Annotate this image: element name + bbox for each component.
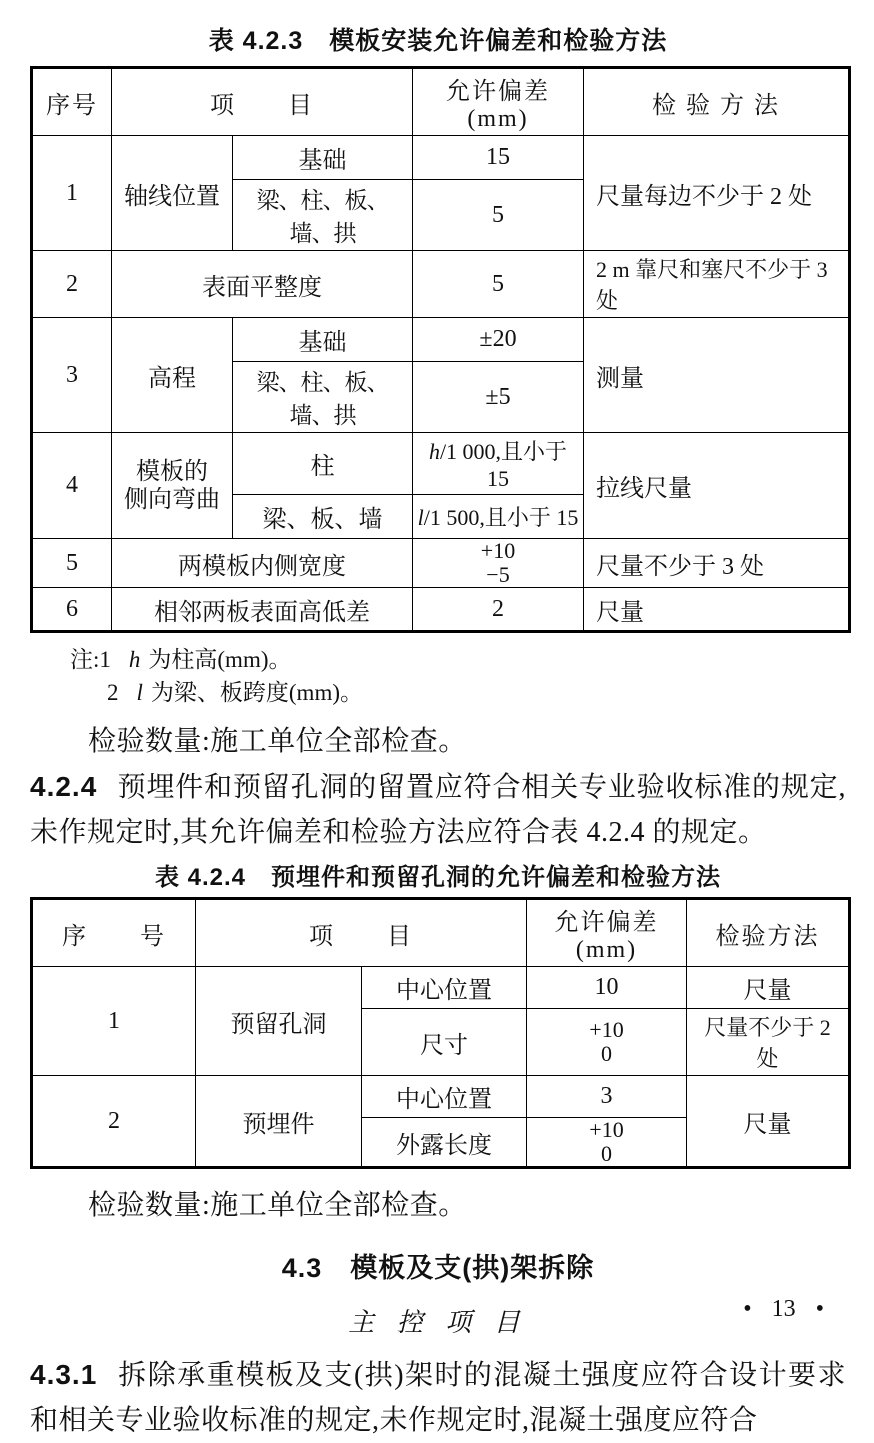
t1-header-no: 序号	[32, 68, 112, 136]
t1-r1-dev1: 15	[413, 136, 584, 180]
t1-r3-method: 测量	[584, 318, 850, 433]
t1-r4-item-line2: 侧向弯曲	[124, 486, 220, 513]
t1-r4-dev2	[413, 495, 584, 539]
note-1-label: 注:1	[70, 647, 111, 672]
note-1-variable: h	[128, 647, 141, 672]
t1-row-4a	[32, 433, 850, 495]
t2-header-item: 项 目	[196, 899, 527, 967]
t2-r2-method: 尺量	[687, 1076, 850, 1168]
check-quantity-1: 检验数量:施工单位全部检查。	[88, 726, 467, 757]
note-2-variable: l	[136, 680, 143, 705]
table-4-2-4-title: 表 4.2.4 预埋件和预留孔洞的允许偏差和检验方法	[154, 864, 722, 891]
note-1	[70, 643, 846, 676]
t1-r2-item: 表面平整度	[112, 251, 413, 318]
t1-header-method: 检 验 方 法	[584, 68, 850, 136]
t1-row-3a	[32, 318, 850, 362]
t1-r4-dev2-variable: l	[417, 505, 424, 530]
t1-r3-no: 3	[32, 318, 112, 433]
t2-r1-sub1: 中心位置	[362, 967, 527, 1009]
t2-r2-item: 预埋件	[196, 1076, 362, 1168]
t1-r3-dev2: ±5	[413, 362, 584, 433]
t1-r1-sub2: 梁、柱、板、墙、拱	[233, 180, 413, 251]
t1-header-row	[32, 68, 850, 136]
t2-r2-sub1: 中心位置	[362, 1076, 527, 1118]
t2-r1-no: 1	[32, 967, 196, 1076]
t1-r4-item	[112, 433, 233, 539]
t1-row-1a	[32, 136, 850, 180]
t2-r1-method2: 尺量不少于 2 处	[687, 1009, 850, 1076]
t1-r4-dev1-variable: h	[428, 439, 440, 464]
table-4-2-3-title: 表 4.2.3 模板安装允许偏差和检验方法	[208, 27, 668, 55]
t1-r5-no: 5	[32, 539, 112, 588]
t1-r4-item-line1: 模板的	[136, 458, 208, 485]
t1-r5-dev	[413, 539, 584, 588]
t1-r2-dev: 5	[413, 251, 584, 318]
t1-r4-no: 4	[32, 433, 112, 539]
t2-r2-dev2-zero: 0	[601, 1141, 612, 1166]
clause-4-2-4-number: 4.2.4	[30, 771, 98, 802]
note-2-text: 为梁、板跨度(mm)。	[150, 680, 363, 705]
t1-r5-item: 两模板内侧宽度	[112, 539, 413, 588]
t2-r1-dev1: 10	[527, 967, 687, 1009]
t1-r1-item: 轴线位置	[112, 136, 233, 251]
table-4-2-3-notes	[70, 643, 846, 709]
t1-r3-item: 高程	[112, 318, 233, 433]
t2-r1-sub2: 尺寸	[362, 1009, 527, 1076]
page-number: • 13 •	[743, 1296, 824, 1322]
t2-header-deviation: 允许偏差(mm)	[527, 899, 687, 967]
t2-r2-dev2-plus: +10	[589, 1117, 624, 1142]
t1-r1-no: 1	[32, 136, 112, 251]
t1-r4-method: 拉线尺量	[584, 433, 850, 539]
t1-r3-sub1: 基础	[233, 318, 413, 362]
t1-r1-sub1: 基础	[233, 136, 413, 180]
t2-header-method: 检验方法	[687, 899, 850, 967]
note-2-number: 2	[107, 680, 119, 705]
t2-r1-dev2-plus: +10	[589, 1017, 624, 1042]
t2-header-row	[32, 899, 850, 967]
t1-r1-method: 尺量每边不少于 2 处	[584, 136, 850, 251]
t2-row-2a	[32, 1076, 850, 1118]
t1-r4-dev2-rest: /1 500,且小于 15	[423, 505, 579, 530]
t2-header-no: 序 号	[32, 899, 196, 967]
t1-r4-dev1-rest: /1 000,且小于 15	[439, 439, 568, 491]
t1-r6-method: 尺量	[584, 588, 850, 632]
t1-r5-method: 尺量不少于 3 处	[584, 539, 850, 588]
t2-r1-method1: 尺量	[687, 967, 850, 1009]
t2-r1-dev2-zero: 0	[601, 1041, 612, 1066]
t2-r2-no: 2	[32, 1076, 196, 1168]
t1-header-deviation: 允许偏差(mm)	[413, 68, 584, 136]
clause-4-3-1-text: 拆除承重模板及支(拱)架时的混凝土强度应符合设计要求和相关专业验收标准的规定,未作规定时,混凝土强度应符合	[30, 1360, 846, 1436]
check-quantity-2: 检验数量:施工单位全部检查。	[88, 1190, 467, 1221]
t1-r2-method: 2 m 靠尺和塞尺不少于 3 处	[584, 251, 850, 318]
t2-r1-dev2	[527, 1009, 687, 1076]
t1-r4-sub2: 梁、板、墙	[233, 495, 413, 539]
t1-r6-dev: 2	[413, 588, 584, 632]
t1-r4-sub1: 柱	[233, 433, 413, 495]
t1-r5-dev-plus: +10	[480, 538, 516, 563]
section-4-3-heading: 4.3 模板及支(拱)架拆除	[281, 1253, 595, 1283]
clause-4-3-1-number: 4.3.1	[30, 1359, 98, 1390]
t1-r6-item: 相邻两板表面高低差	[112, 588, 413, 632]
t1-r4-dev1	[413, 433, 584, 495]
t2-r2-sub2: 外露长度	[362, 1118, 527, 1168]
t1-r5-dev-minus: −5	[486, 562, 510, 587]
t1-row-6	[32, 588, 850, 632]
t1-r1-dev2: 5	[413, 180, 584, 251]
t1-r6-no: 6	[32, 588, 112, 632]
t1-r3-dev1: ±20	[413, 318, 584, 362]
t1-row-2	[32, 251, 850, 318]
t2-row-1a	[32, 967, 850, 1009]
master-control-items-heading: 主 控 项 目	[348, 1308, 528, 1337]
note-2	[70, 676, 846, 709]
clause-4-2-4-text: 预埋件和预留孔洞的留置应符合相关专业验收标准的规定,未作规定时,其允许偏差和检验方法应符合表 4.2.4 的规定。	[30, 772, 846, 848]
t2-r1-item: 预留孔洞	[196, 967, 362, 1076]
clause-4-3-1	[30, 1352, 846, 1443]
t2-r2-dev1: 3	[527, 1076, 687, 1118]
table-4-2-3	[30, 66, 851, 633]
t2-r2-dev2	[527, 1118, 687, 1168]
t1-r3-sub2: 梁、柱、板、墙、拱	[233, 362, 413, 433]
t1-header-item: 项 目	[112, 68, 413, 136]
clause-4-2-4	[30, 764, 846, 855]
note-1-text: 为柱高(mm)。	[148, 647, 292, 672]
t1-r2-no: 2	[32, 251, 112, 318]
t1-row-5	[32, 539, 850, 588]
table-4-2-4	[30, 897, 851, 1169]
